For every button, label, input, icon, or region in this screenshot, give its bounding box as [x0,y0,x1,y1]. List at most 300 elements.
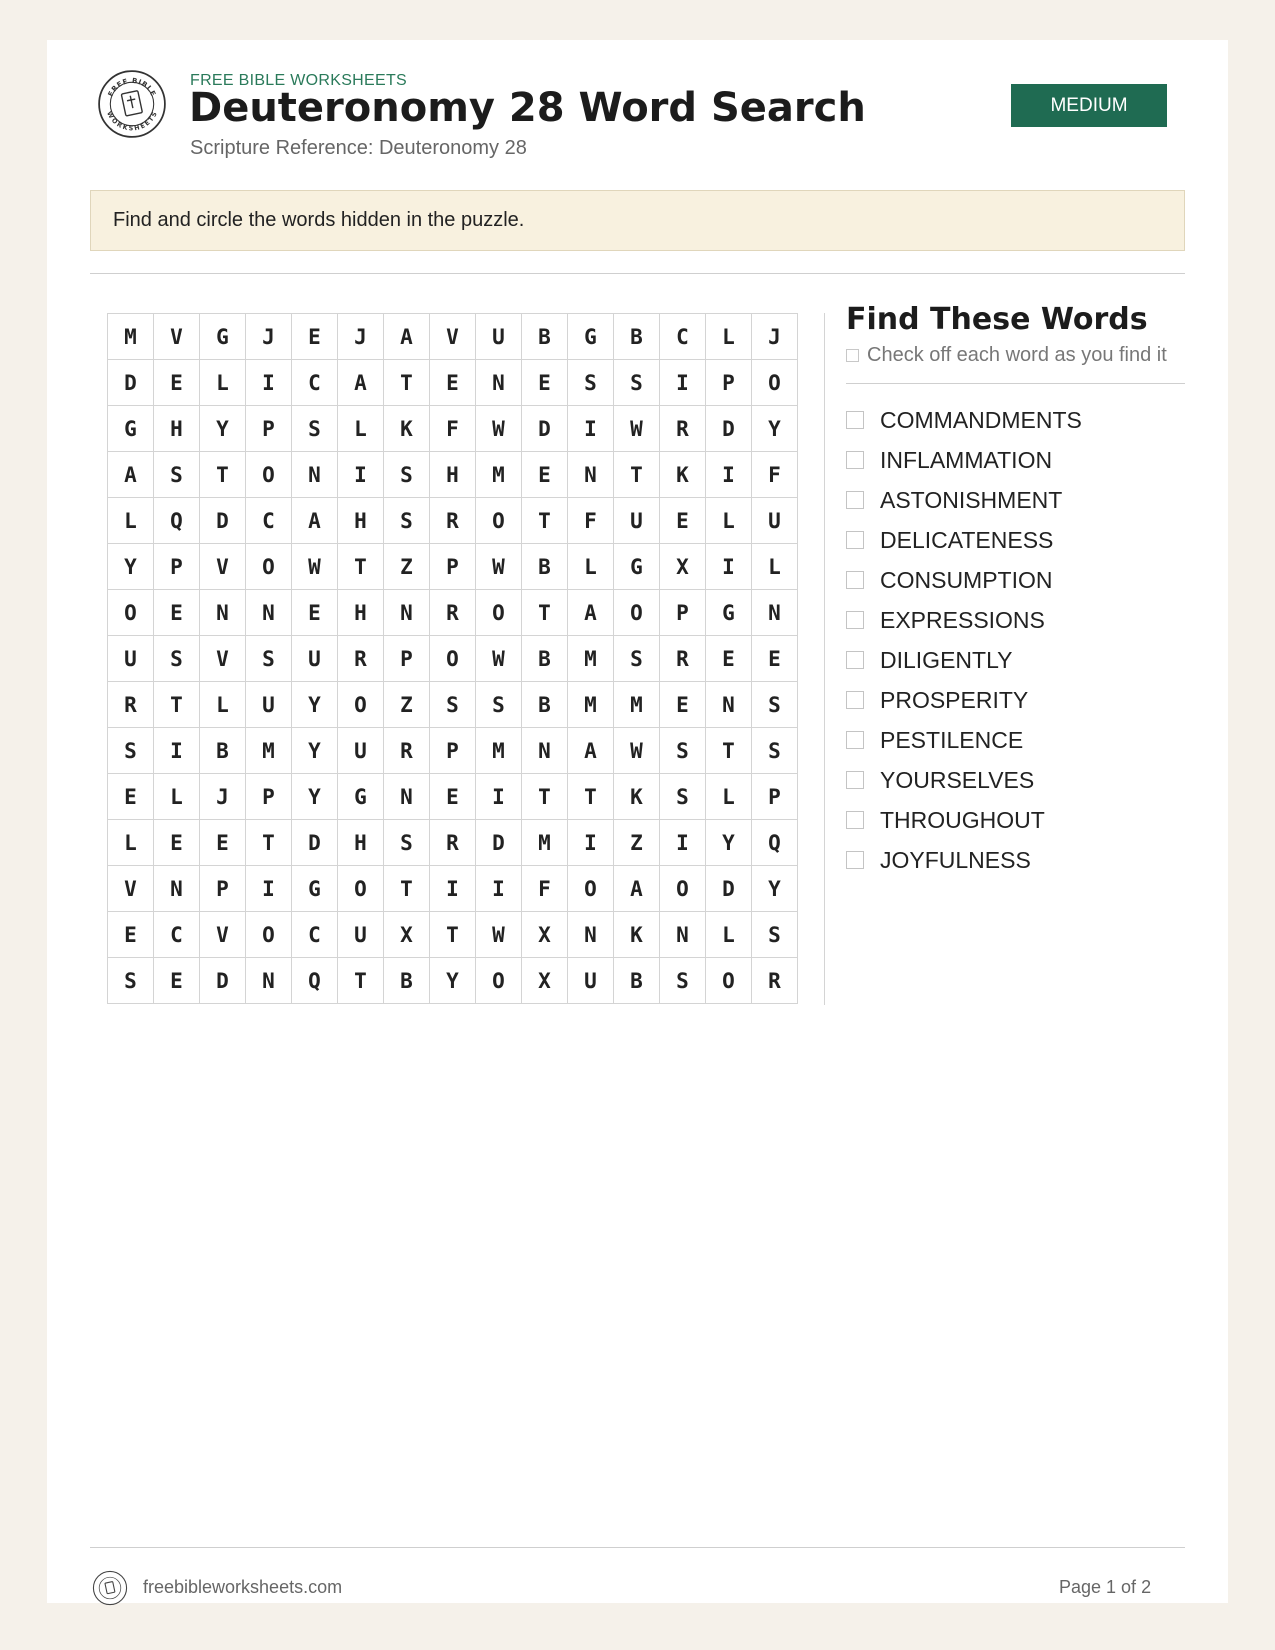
grid-cell[interactable]: E [108,912,154,958]
grid-cell[interactable]: O [568,866,614,912]
grid-cell[interactable]: O [246,912,292,958]
grid-cell[interactable]: E [154,820,200,866]
grid-cell[interactable]: R [430,590,476,636]
grid-cell[interactable]: N [706,682,752,728]
grid-cell[interactable]: P [246,774,292,820]
grid-cell[interactable]: T [246,820,292,866]
grid-cell[interactable]: Y [292,728,338,774]
word-label: JOYFULNESS [880,846,1031,873]
grid-cell[interactable]: G [292,866,338,912]
word-list-heading: Find These Words [846,302,1148,337]
grid-cell[interactable]: J [338,314,384,360]
grid-cell[interactable]: L [706,314,752,360]
grid-cell[interactable]: O [338,866,384,912]
word-list-panel [846,302,1185,880]
grid-cell[interactable]: M [108,314,154,360]
grid-cell[interactable]: R [338,636,384,682]
grid-cell[interactable]: U [476,314,522,360]
grid-cell[interactable]: G [568,314,614,360]
grid-row [108,544,798,590]
grid-cell[interactable]: I [338,452,384,498]
grid-cell[interactable]: M [568,636,614,682]
grid-cell[interactable]: P [752,774,798,820]
word-checkbox[interactable] [846,611,864,629]
grid-cell[interactable]: D [706,866,752,912]
grid-cell[interactable]: O [246,452,292,498]
logo-text-bottom: WORKSHEETS [105,110,159,133]
grid-cell[interactable]: S [430,682,476,728]
grid-cell[interactable]: L [706,774,752,820]
grid-cell[interactable]: D [706,406,752,452]
grid-cell[interactable]: U [338,912,384,958]
grid-cell[interactable]: O [476,498,522,544]
grid-cell[interactable]: N [384,774,430,820]
word-list-item [846,480,1185,520]
grid-cell[interactable]: J [200,774,246,820]
grid-cell[interactable]: Y [752,866,798,912]
grid-cell[interactable]: W [292,544,338,590]
brand-label: FREE BIBLE WORKSHEETS [190,72,408,89]
grid-cell[interactable]: Q [292,958,338,1004]
grid-cell[interactable]: O [476,958,522,1004]
grid-cell[interactable]: D [200,958,246,1004]
grid-cell[interactable]: C [292,360,338,406]
word-checkbox[interactable] [846,691,864,709]
grid-cell[interactable]: O [430,636,476,682]
grid-cell[interactable]: W [476,544,522,590]
grid-cell[interactable]: N [752,590,798,636]
grid-cell[interactable]: T [614,452,660,498]
grid-cell[interactable]: U [246,682,292,728]
grid-cell[interactable]: E [660,498,706,544]
grid-cell[interactable]: Z [384,544,430,590]
grid-cell[interactable]: M [476,728,522,774]
grid-cell[interactable]: M [246,728,292,774]
grid-row [108,406,798,452]
grid-cell[interactable]: W [614,406,660,452]
word-label: INFLAMMATION [880,446,1053,473]
worksheet-page [47,40,1228,1603]
grid-cell[interactable]: N [476,360,522,406]
grid-cell[interactable]: D [200,498,246,544]
grid-cell[interactable]: E [292,314,338,360]
word-checkbox[interactable] [846,531,864,549]
page-title: Deuteronomy 28 Word Search [189,85,866,131]
grid-cell[interactable]: G [706,590,752,636]
word-label: THROUGHOUT [880,806,1045,833]
grid-cell[interactable]: C [660,314,706,360]
word-list-hint-text: Check off each word as you find it [867,344,1167,366]
word-list-item [846,800,1185,840]
grid-cell[interactable]: S [752,682,798,728]
grid-cell[interactable]: N [246,958,292,1004]
grid-cell[interactable]: I [660,820,706,866]
grid-cell[interactable]: E [522,360,568,406]
word-checkbox[interactable] [846,451,864,469]
grid-cell[interactable]: Z [384,682,430,728]
grid-cell[interactable]: P [430,728,476,774]
grid-cell[interactable]: Q [154,498,200,544]
grid-cell[interactable]: Y [706,820,752,866]
word-list-item [846,840,1185,880]
grid-cell[interactable]: C [246,498,292,544]
grid-cell[interactable]: D [108,360,154,406]
grid-cell[interactable]: E [430,360,476,406]
scripture-reference: Scripture Reference: Deuteronomy 28 [190,137,527,159]
grid-cell[interactable]: A [614,866,660,912]
grid-cell[interactable]: B [522,636,568,682]
grid-cell[interactable]: O [338,682,384,728]
grid-cell[interactable]: U [338,728,384,774]
grid-cell[interactable]: D [476,820,522,866]
grid-cell[interactable]: T [430,912,476,958]
grid-cell[interactable]: E [200,820,246,866]
grid-cell[interactable]: P [384,636,430,682]
bible-logo-icon [92,1570,128,1606]
grid-cell[interactable]: S [660,774,706,820]
grid-cell[interactable]: D [522,406,568,452]
grid-cell[interactable]: J [246,314,292,360]
bible-logo-icon [97,69,167,139]
grid-cell[interactable]: T [200,452,246,498]
grid-cell[interactable]: W [476,912,522,958]
grid-cell[interactable]: A [292,498,338,544]
word-list-item [846,400,1185,440]
grid-cell[interactable]: E [154,590,200,636]
grid-cell[interactable]: P [154,544,200,590]
grid-cell[interactable]: A [568,590,614,636]
grid-cell[interactable]: S [108,958,154,1004]
grid-cell[interactable]: X [522,958,568,1004]
grid-cell[interactable]: L [200,682,246,728]
grid-cell[interactable]: R [108,682,154,728]
grid-cell[interactable]: Q [752,820,798,866]
grid-cell[interactable]: B [522,682,568,728]
grid-row [108,866,798,912]
word-list-item [846,760,1185,800]
grid-row [108,314,798,360]
grid-cell[interactable]: T [522,774,568,820]
grid-row [108,636,798,682]
grid-cell[interactable]: G [108,406,154,452]
grid-cell[interactable]: I [246,866,292,912]
grid-cell[interactable]: L [568,544,614,590]
grid-cell[interactable]: R [430,498,476,544]
grid-cell[interactable]: V [430,314,476,360]
grid-cell[interactable]: V [200,912,246,958]
grid-cell[interactable]: V [154,314,200,360]
grid-row [108,912,798,958]
grid-cell[interactable]: S [384,452,430,498]
grid-cell[interactable]: P [430,544,476,590]
grid-cell[interactable]: W [476,406,522,452]
word-label: EXPRESSIONS [880,606,1045,633]
grid-cell[interactable]: R [384,728,430,774]
grid-cell[interactable]: S [108,728,154,774]
grid-cell[interactable]: O [614,590,660,636]
grid-row [108,498,798,544]
word-list-item [846,600,1185,640]
grid-cell[interactable]: K [384,406,430,452]
header-divider [90,273,1185,274]
grid-cell[interactable]: T [384,360,430,406]
grid-cell[interactable]: A [384,314,430,360]
grid-cell[interactable]: O [706,958,752,1004]
grid-cell[interactable]: N [660,912,706,958]
grid-cell[interactable]: T [522,590,568,636]
grid-cell[interactable]: M [614,682,660,728]
grid-cell[interactable]: V [200,636,246,682]
grid-cell[interactable]: T [384,866,430,912]
grid-cell[interactable]: X [384,912,430,958]
difficulty-badge: MEDIUM [1011,84,1167,127]
grid-cell[interactable]: Y [292,682,338,728]
word-label: DILIGENTLY [880,646,1013,673]
grid-cell[interactable]: T [568,774,614,820]
grid-cell[interactable]: G [200,314,246,360]
grid-cell[interactable]: I [568,406,614,452]
grid-cell[interactable]: L [200,360,246,406]
grid-cell[interactable]: E [292,590,338,636]
grid-cell[interactable]: I [476,774,522,820]
grid-cell[interactable]: S [292,406,338,452]
grid-cell[interactable]: T [706,728,752,774]
word-list-item [846,440,1185,480]
word-list-item [846,640,1185,680]
grid-cell[interactable]: A [338,360,384,406]
grid-cell[interactable]: F [752,452,798,498]
grid-cell[interactable]: Y [292,774,338,820]
grid-row [108,682,798,728]
grid-cell[interactable]: C [292,912,338,958]
grid-row [108,958,798,1004]
word-label: CONSUMPTION [880,566,1053,593]
grid-cell[interactable]: M [476,452,522,498]
grid-cell[interactable]: Y [430,958,476,1004]
grid-cell[interactable]: B [614,958,660,1004]
grid-cell[interactable]: L [108,820,154,866]
grid-cell[interactable]: L [338,406,384,452]
grid-cell[interactable]: R [660,406,706,452]
grid-cell[interactable]: Y [200,406,246,452]
grid-cell[interactable]: E [706,636,752,682]
panel-divider [824,313,825,1005]
logo-text-top: FREE BIBLE [106,76,158,98]
checkbox-icon [846,349,859,362]
grid-cell[interactable]: S [154,452,200,498]
word-checkbox[interactable] [846,851,864,869]
grid-cell[interactable]: S [660,958,706,1004]
grid-cell[interactable]: O [660,866,706,912]
footer-divider [90,1547,1185,1548]
grid-cell[interactable]: U [292,636,338,682]
grid-cell[interactable]: E [154,958,200,1004]
grid-cell[interactable]: S [614,636,660,682]
grid-row [108,452,798,498]
grid-cell[interactable]: S [614,360,660,406]
grid-cell[interactable]: S [752,728,798,774]
grid-cell[interactable]: N [568,452,614,498]
grid-cell[interactable]: S [246,636,292,682]
grid-cell[interactable]: I [476,866,522,912]
grid-cell[interactable]: E [154,360,200,406]
grid-cell[interactable]: P [660,590,706,636]
grid-cell[interactable]: C [154,912,200,958]
grid-cell[interactable]: N [154,866,200,912]
word-list [846,400,1185,880]
word-list-item [846,680,1185,720]
word-label: COMMANDMENTS [880,406,1082,433]
grid-cell[interactable]: R [752,958,798,1004]
grid-cell[interactable]: R [660,636,706,682]
grid-cell[interactable]: H [338,820,384,866]
grid-cell[interactable]: E [752,636,798,682]
grid-cell[interactable]: T [338,544,384,590]
grid-cell[interactable]: L [752,544,798,590]
grid-cell[interactable]: N [384,590,430,636]
grid-cell[interactable]: L [108,498,154,544]
grid-cell[interactable]: I [568,820,614,866]
grid-cell[interactable]: N [246,590,292,636]
grid-cell[interactable]: W [476,636,522,682]
grid-row [108,728,798,774]
grid-cell[interactable]: U [614,498,660,544]
word-checkbox[interactable] [846,491,864,509]
grid-cell[interactable]: F [568,498,614,544]
grid-cell[interactable]: I [430,866,476,912]
grid-cell[interactable]: A [108,452,154,498]
grid-cell[interactable]: X [522,912,568,958]
word-checkbox[interactable] [846,731,864,749]
grid-cell[interactable]: E [522,452,568,498]
grid-cell[interactable]: U [568,958,614,1004]
grid-cell[interactable]: T [338,958,384,1004]
grid-cell[interactable]: O [476,590,522,636]
grid-cell[interactable]: E [430,774,476,820]
footer-site: freebibleworksheets.com [143,1577,343,1597]
word-checkbox[interactable] [846,771,864,789]
grid-cell[interactable]: P [706,360,752,406]
grid-cell[interactable]: X [660,544,706,590]
grid-cell[interactable]: G [614,544,660,590]
word-label: PESTILENCE [880,726,1024,753]
grid-cell[interactable]: N [522,728,568,774]
grid-cell[interactable]: A [568,728,614,774]
grid-cell[interactable]: D [292,820,338,866]
grid-cell[interactable]: S [752,912,798,958]
grid-row [108,590,798,636]
grid-cell[interactable]: P [200,866,246,912]
grid-cell[interactable]: B [614,314,660,360]
word-list-item [846,720,1185,760]
grid-cell[interactable]: T [154,682,200,728]
grid-cell[interactable]: G [338,774,384,820]
grid-cell[interactable]: T [522,498,568,544]
grid-cell[interactable]: R [430,820,476,866]
grid-cell[interactable]: B [384,958,430,1004]
grid-cell[interactable]: I [246,360,292,406]
grid-cell[interactable]: K [614,774,660,820]
grid-cell[interactable]: I [154,728,200,774]
grid-cell[interactable]: S [660,728,706,774]
grid-cell[interactable]: L [154,774,200,820]
grid-cell[interactable]: N [568,912,614,958]
grid-cell[interactable]: Y [752,406,798,452]
grid-cell[interactable]: H [338,590,384,636]
grid-cell[interactable]: H [338,498,384,544]
grid-cell[interactable]: W [614,728,660,774]
grid-row [108,820,798,866]
grid-cell[interactable]: I [660,360,706,406]
word-label: PROSPERITY [880,686,1029,713]
grid-cell[interactable]: Z [614,820,660,866]
grid-cell[interactable]: H [430,452,476,498]
grid-cell[interactable]: I [706,544,752,590]
word-checkbox[interactable] [846,411,864,429]
word-checkbox[interactable] [846,571,864,589]
word-list-hint [846,344,1185,367]
grid-cell[interactable]: S [568,360,614,406]
word-search-grid [107,313,798,1004]
grid-cell[interactable]: S [384,820,430,866]
grid-cell[interactable]: M [522,820,568,866]
grid-cell[interactable]: M [568,682,614,728]
grid-cell[interactable]: V [200,544,246,590]
grid-cell[interactable]: K [614,912,660,958]
word-list-divider [846,383,1185,384]
grid-cell[interactable]: O [246,544,292,590]
grid-cell[interactable]: Y [108,544,154,590]
grid-row [108,360,798,406]
grid-cell[interactable]: O [752,360,798,406]
grid-cell[interactable]: B [522,314,568,360]
word-label: ASTONISHMENT [880,486,1063,513]
word-list-item [846,560,1185,600]
grid-cell[interactable]: F [522,866,568,912]
grid-cell[interactable]: U [752,498,798,544]
grid-cell[interactable]: K [660,452,706,498]
grid-cell[interactable]: O [108,590,154,636]
grid-cell[interactable]: F [430,406,476,452]
grid-cell[interactable]: B [200,728,246,774]
grid-cell[interactable]: E [660,682,706,728]
grid-cell[interactable]: H [154,406,200,452]
word-list-item [846,520,1185,560]
word-checkbox[interactable] [846,651,864,669]
grid-cell[interactable]: N [200,590,246,636]
grid-row [108,774,798,820]
grid-cell[interactable]: S [154,636,200,682]
grid-cell[interactable]: I [706,452,752,498]
word-label: DELICATENESS [880,526,1054,553]
grid-cell[interactable]: E [108,774,154,820]
grid-cell[interactable]: J [752,314,798,360]
grid-cell[interactable]: P [246,406,292,452]
grid-cell[interactable]: N [292,452,338,498]
grid-cell[interactable]: U [108,636,154,682]
grid-cell[interactable]: V [108,866,154,912]
grid-cell[interactable]: L [706,912,752,958]
word-label: YOURSELVES [880,766,1035,793]
word-checkbox[interactable] [846,811,864,829]
instructions-text: Find and circle the words hidden in the puzzle. [113,209,525,231]
instructions-box [90,190,1185,251]
page-number: Page 1 of 2 [1059,1577,1152,1597]
grid-cell[interactable]: B [522,544,568,590]
grid-cell[interactable]: L [706,498,752,544]
grid-cell[interactable]: S [384,498,430,544]
grid-cell[interactable]: S [476,682,522,728]
